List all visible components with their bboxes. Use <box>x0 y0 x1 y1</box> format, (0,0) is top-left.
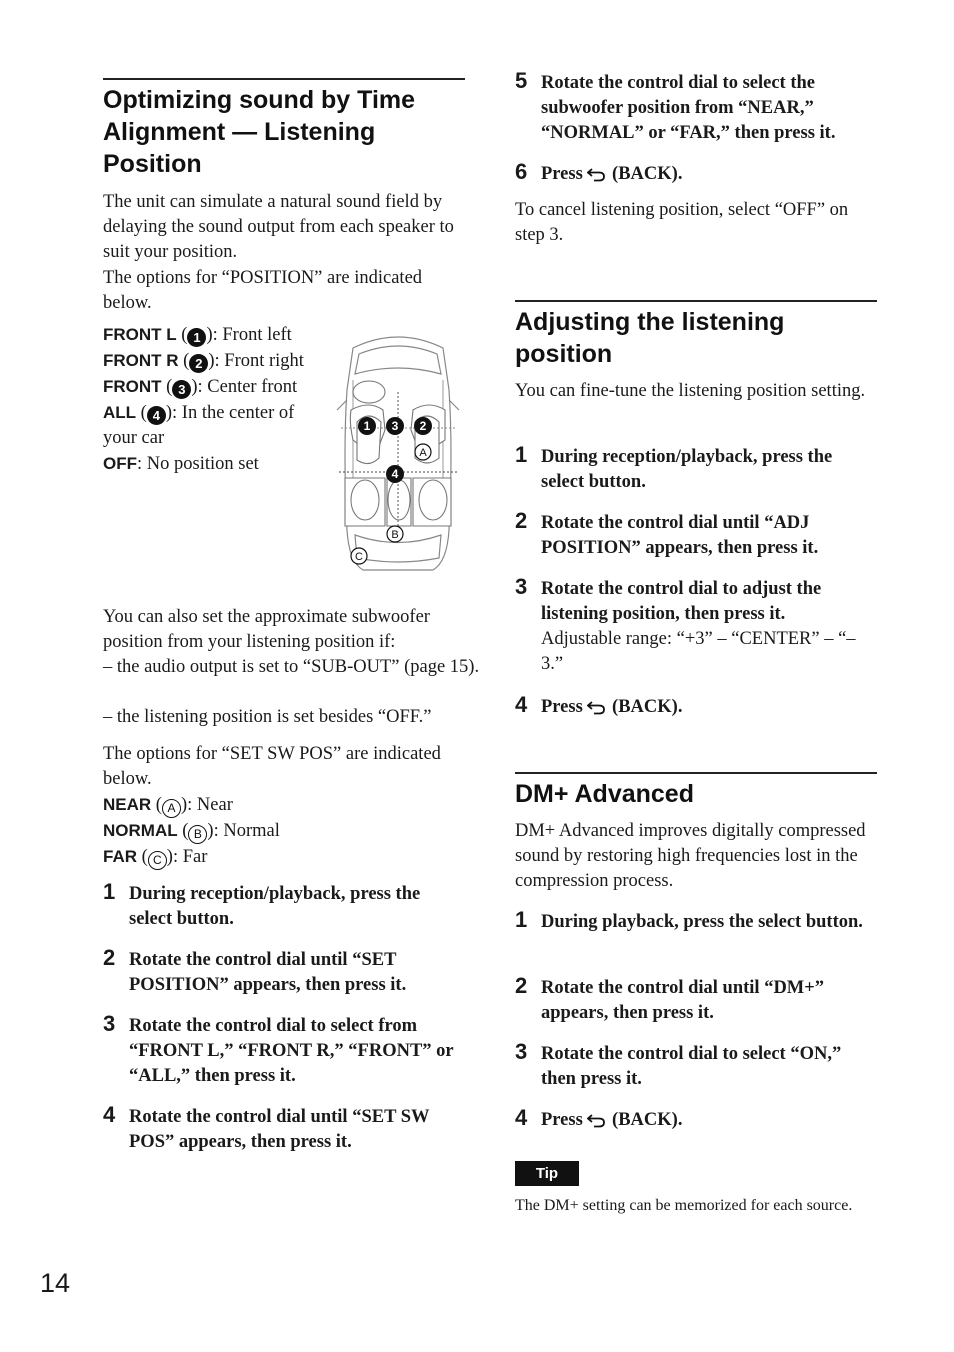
tip-label: Tip <box>515 1161 579 1186</box>
seat-marker-3-label: 3 <box>391 419 399 433</box>
sw-options-intro: The options for “SET SW POS” are indicated below. <box>103 744 441 789</box>
adjust-intro: You can fine-tune the listening position setting. <box>515 381 866 401</box>
marker-2-icon: 2 <box>189 354 208 373</box>
car-diagram <box>333 330 463 575</box>
left-step-1: 1 During reception/playback, press the select button. <box>103 879 421 929</box>
left-step-2: 2 Rotate the control dial until “SET POSITION” appears, then press it. <box>103 945 407 995</box>
option-off: OFF: No position set <box>103 454 259 474</box>
dm-step-2: 2 Rotate the control dial until “DM+” appears, then press it. <box>515 973 825 1023</box>
condition-2: – the listening position is set besides “OFF.” <box>103 707 432 727</box>
page-number: 14 <box>40 1268 71 1298</box>
sub-marker-a-label: A <box>419 447 427 459</box>
option-front: FRONT ( 3 ): Center front <box>103 377 298 397</box>
right-step-5: 5 Rotate the control dial to select the subwoofer position from “NEAR,” “NORMAL” or “FAR,” then press it. <box>515 68 836 143</box>
sw-options <box>103 792 465 870</box>
seat-marker-1-label: 1 <box>363 419 371 433</box>
adjust-step-2: 2 Rotate the control dial until “ADJ POSITION” appears, then press it. <box>515 508 819 558</box>
dm-step-1: 1 During playback, press the select button. <box>515 907 863 932</box>
marker-b-icon: B <box>188 825 207 844</box>
options-intro: The options for “POSITION” are indicated below. <box>103 268 423 313</box>
adjust-step-3: 3 Rotate the control dial to adjust the listening position, then press it. Adjustable range: “+3” – “CENTER” – “–3.” <box>515 577 877 677</box>
marker-a-icon: A <box>162 799 181 818</box>
seat-marker-2-label: 2 <box>419 419 427 433</box>
seat-marker-4-label: 4 <box>391 467 399 481</box>
marker-c-icon: C <box>148 851 167 870</box>
sw-option-near: NEAR ( A ): Near <box>103 792 465 818</box>
tip-text: The DM+ setting can be memorized for each source. <box>515 1197 853 1214</box>
option-all: ALL ( 4 ): In the center of your car <box>103 403 295 448</box>
sw-option-normal: NORMAL ( B ): Normal <box>103 818 465 844</box>
option-front-l: FRONT L ( 1 ): Front left <box>103 325 292 345</box>
sub-marker-b-label: B <box>391 529 399 541</box>
heading-adjusting-position: Adjusting the listening position <box>515 300 877 370</box>
sub-marker-c-label: C <box>355 551 363 563</box>
dm-intro: DM+ Advanced improves digitally compressed sound by restoring high frequencies lost in the compression process. <box>515 821 866 891</box>
adjust-step-4: 4 Press (BACK). <box>515 692 683 717</box>
heading-time-alignment: Optimizing sound by Time Alignment — Listening Position <box>103 78 465 180</box>
adjust-step-1: 1 During reception/playback, press the select button. <box>515 442 833 492</box>
dm-step-3: 3 Rotate the control dial to select “ON,” then press it. <box>515 1039 842 1089</box>
left-step-3: 3 Rotate the control dial to select from “FRONT L,” “FRONT R,” “FRONT” or “ALL,” then press it. <box>103 1011 454 1086</box>
right-step-6: 6 Press (BACK). <box>515 159 683 184</box>
back-arrow-icon <box>587 166 607 182</box>
cancel-note: To cancel listening position, select “OFF” on step 3. <box>515 200 849 245</box>
left-step-4: 4 Rotate the control dial until “SET SW POS” appears, then press it. <box>103 1102 430 1152</box>
heading-dm-advanced: DM+ Advanced <box>515 772 877 810</box>
dm-step-4: 4 Press (BACK). <box>515 1105 683 1130</box>
intro-paragraph: The unit can simulate a natural sound field by delaying the sound output from each speaker to suit your position. <box>103 192 454 262</box>
position-options <box>103 322 328 477</box>
marker-3-icon: 3 <box>172 380 191 399</box>
adjustable-range: Adjustable range: “+3” – “CENTER” – “–3.” <box>541 629 856 674</box>
back-arrow-icon <box>587 1112 607 1128</box>
back-arrow-icon <box>587 699 607 715</box>
sw-option-far: FAR ( C ): Far <box>103 844 465 870</box>
marker-1-icon: 1 <box>187 328 206 347</box>
option-front-r: FRONT R ( 2 ): Front right <box>103 351 304 371</box>
condition-1: – the audio output is set to “SUB-OUT” (page 15). <box>103 657 480 677</box>
marker-4-icon: 4 <box>147 406 166 425</box>
subwoofer-intro: You can also set the approximate subwoofer position from your listening position if: <box>103 607 430 652</box>
